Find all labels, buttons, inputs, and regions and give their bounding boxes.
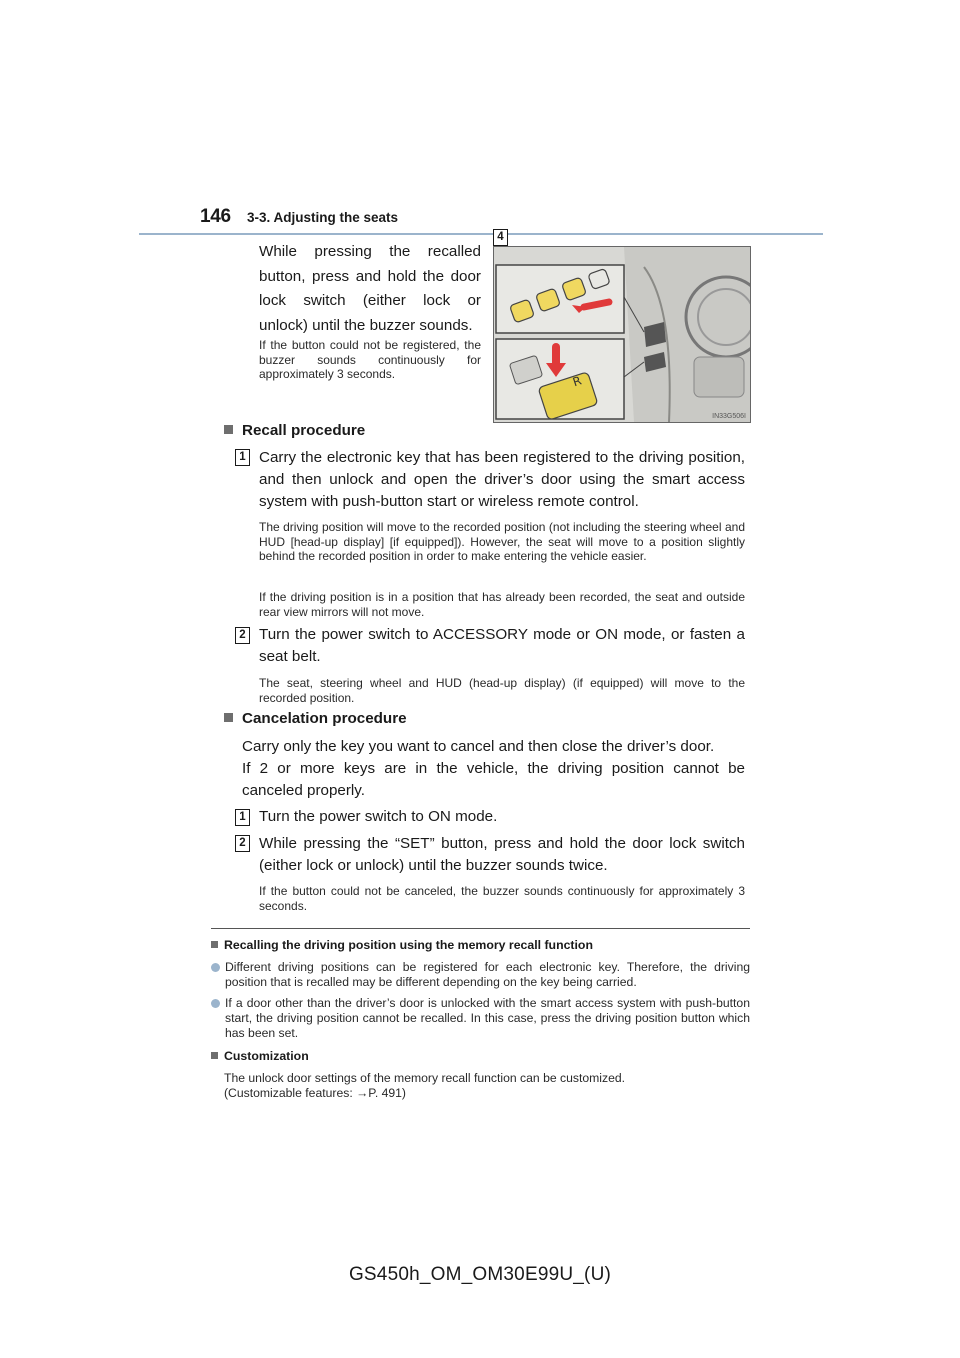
document-footer-code: GS450h_OM_OM30E99U_(U): [348, 1264, 612, 1285]
recall-step1-note2: If the driving position is in a position that has already been recorded, the seat and outside rear view mirrors will not move.: [259, 590, 745, 619]
page-number: 146: [200, 206, 231, 227]
recall-step-badge-1: 1: [235, 449, 250, 466]
step-badge-4: 4: [493, 229, 508, 246]
cancel-intro-1: Carry only the key you want to cancel and then close the driver’s door.: [242, 738, 715, 755]
bullet-dot-icon: [211, 999, 220, 1008]
customization-heading: Customization: [211, 1049, 309, 1063]
cancel-step-badge-1: 1: [235, 809, 250, 826]
recalling-bullet-1: Different driving positions can be registered for each electronic key. Therefore, the driving position that is recalled may be different depending on the key being carried.: [211, 960, 750, 990]
recall-step1-text: Carry the electronic key that has been registered to the driving position, and then unlock and open the driver’s door using the smart access system with push-button start or wireless remote control.: [259, 449, 745, 510]
customization-line-2: (Customizable features: →P. 491): [224, 1086, 406, 1100]
cancel-step1-text: Turn the power switch to ON mode.: [259, 808, 498, 825]
square-bullet-icon: [224, 425, 233, 434]
recall-step2-note: The seat, steering wheel and HUD (head-up display) (if equipped) will move to the recorded position.: [259, 676, 745, 705]
bullet-dot-icon: [211, 963, 220, 972]
cancel-heading: Cancelation procedure: [224, 710, 407, 727]
door-switch-illustration: [493, 246, 751, 423]
step4-text: While pressing the recalled button, press and hold the door lock switch (either lock or unlock) until the buzzer sounds.: [259, 243, 481, 334]
recalling-heading: Recalling the driving position using the memory recall function: [211, 938, 593, 952]
step4-note: If the button could not be registered, the buzzer sounds continuously for approximately 3 seconds.: [259, 338, 481, 381]
square-bullet-icon: [224, 713, 233, 722]
square-bullet-icon: [211, 1052, 218, 1059]
notes-divider: [211, 928, 750, 929]
recall-step1-note1: The driving position will move to the recorded position (not including the steering wheel and HUD [head-up display] [if equipped]). However, the seat will move to a position slightly behind the recorded position in order to make entering the vehicle easier.: [259, 520, 745, 563]
recall-step2-text: Turn the power switch to ACCESSORY mode or ON mode, or fasten a seat belt.: [259, 626, 745, 665]
square-bullet-icon: [211, 941, 218, 948]
section-title: 3-3. Adjusting the seats: [247, 210, 399, 225]
cancel-step-badge-2: 2: [235, 835, 250, 852]
recalling-bullet-2: If a door other than the driver’s door is unlocked with the smart access system with push-button start, the driving position cannot be recalled. In this case, press the driving position button which has been set.: [211, 996, 750, 1041]
svg-text:R: R: [570, 373, 584, 390]
recall-step-badge-2: 2: [235, 627, 250, 644]
cancel-step2-text: While pressing the “SET” button, press and hold the door lock switch (either lock or unlock) until the buzzer sounds twice.: [259, 835, 745, 874]
figure-code: IN33G506I: [712, 413, 746, 420]
cancel-intro-2: If 2 or more keys are in the vehicle, the driving position cannot be canceled properly.: [242, 760, 745, 799]
recall-heading: Recall procedure: [224, 422, 365, 439]
customization-line-1: The unlock door settings of the memory recall function can be customized.: [224, 1071, 626, 1085]
header-divider: [139, 233, 823, 235]
door-panel-drawing: [494, 247, 750, 422]
cancel-step2-note: If the button could not be canceled, the buzzer sounds continuously for approximately 3 seconds.: [259, 884, 745, 913]
